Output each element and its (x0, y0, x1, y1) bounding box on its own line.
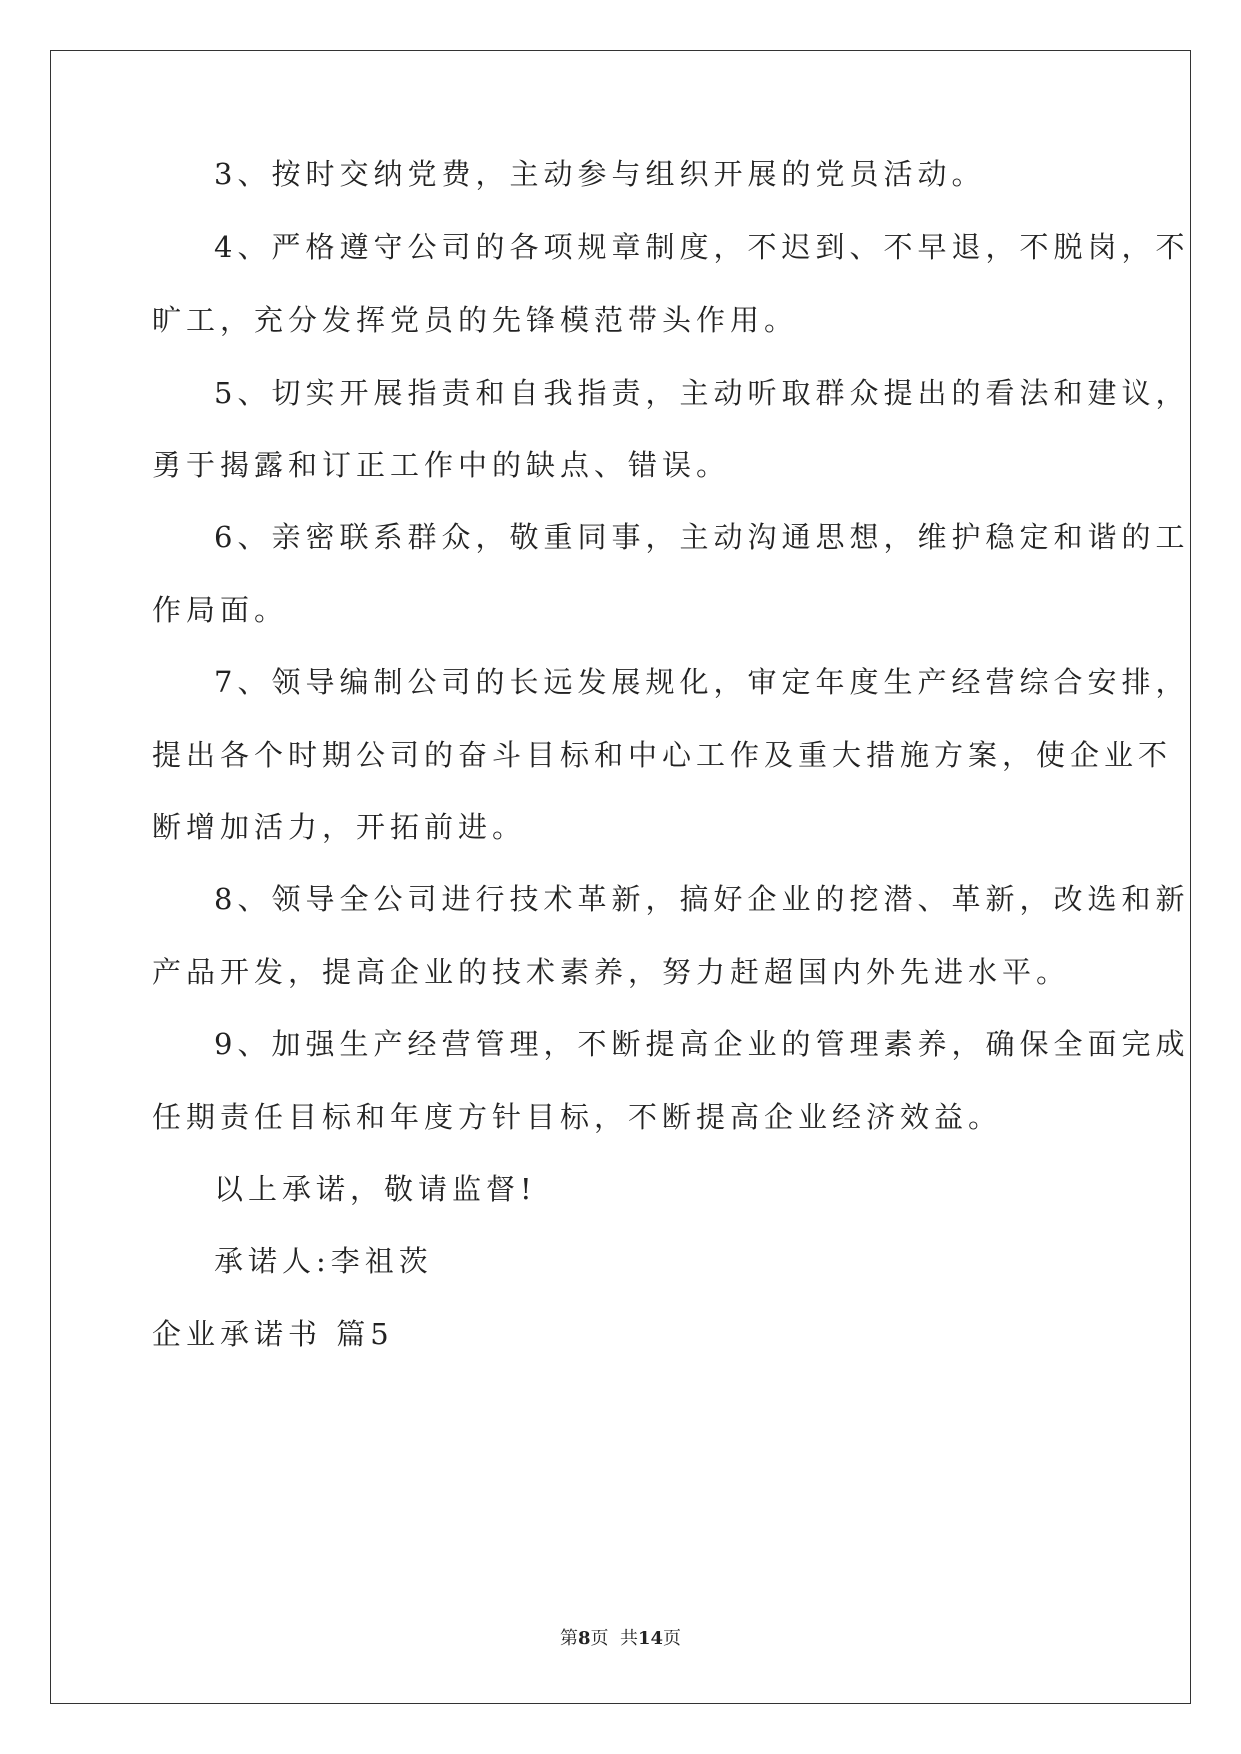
footer-suffix: 页 (663, 1628, 682, 1649)
paragraph-7-line-3: 断增加活力，开拓前进。 (152, 810, 527, 844)
paragraph-6-line-2: 作局面。 (152, 593, 289, 627)
paragraph-3-line-1: 3、按时交纳党费，主动参与组织开展的党员活动。 (214, 157, 986, 191)
footer-prefix: 第 (559, 1628, 578, 1649)
closing-line: 以上承诺，敬请监督! (214, 1172, 537, 1206)
paragraph-7-line-1: 7、领导编制公司的长远发展规化，审定年度生产经营综合安排， (214, 665, 1190, 699)
paragraph-4-line-1: 4、严格遵守公司的各项规章制度，不迟到、不早退，不脱岗，不 (214, 230, 1190, 264)
page-footer (0, 1624, 1241, 1650)
paragraph-7-line-2: 提出各个时期公司的奋斗目标和中心工作及重大措施方案，使企业不 (152, 738, 1173, 772)
paragraph-9-line-1: 9、加强生产经营管理，不断提高企业的管理素养，确保全面完成 (214, 1027, 1190, 1061)
footer-mid: 页 共 (590, 1628, 638, 1649)
page-border (50, 50, 1191, 1704)
paragraph-9-line-2: 任期责任目标和年度方针目标，不断提高企业经济效益。 (152, 1100, 1003, 1134)
paragraph-8-line-1: 8、领导全公司进行技术革新，搞好企业的挖潜、革新，改选和新 (214, 882, 1190, 916)
total-page-number: 14 (637, 1628, 664, 1649)
paragraph-4-line-2: 旷工，充分发挥党员的先锋模范带头作用。 (152, 303, 799, 337)
current-page-number: 8 (577, 1628, 591, 1649)
paragraph-6-line-1: 6、亲密联系群众，敬重同事，主动沟通思想，维护稳定和谐的工 (214, 520, 1190, 554)
section-heading: 企业承诺书 篇5 (152, 1317, 394, 1351)
signer-line: 承诺人:李祖茨 (214, 1244, 433, 1278)
paragraph-5-line-1: 5、切实开展指责和自我指责，主动听取群众提出的看法和建议， (214, 376, 1190, 410)
paragraph-8-line-2: 产品开发，提高企业的技术素养，努力赶超国内外先进水平。 (152, 955, 1071, 989)
paragraph-5-line-2: 勇于揭露和订正工作中的缺点、错误。 (152, 448, 731, 482)
